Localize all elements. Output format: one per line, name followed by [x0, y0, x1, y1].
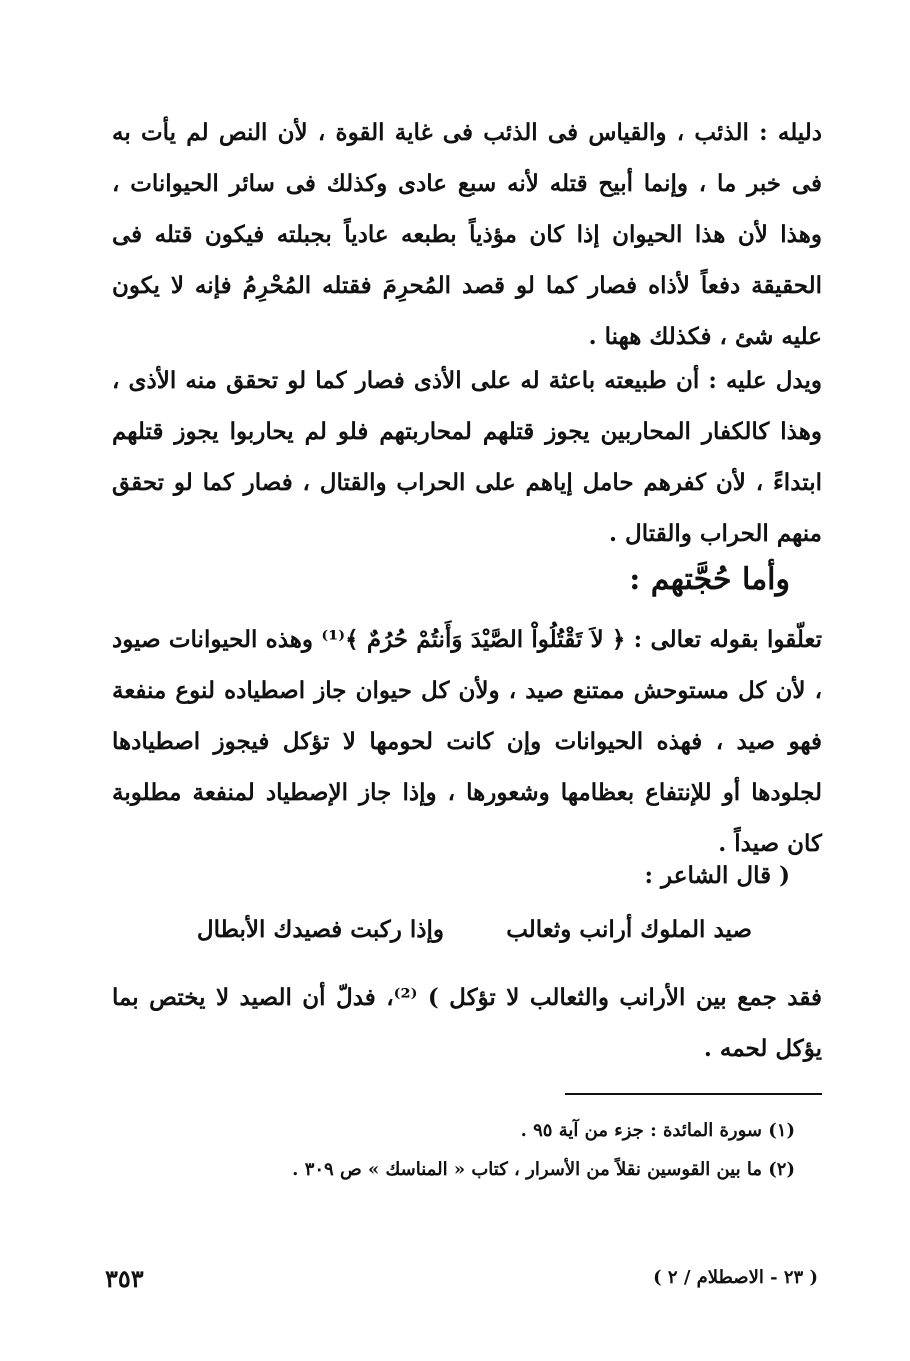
verse-second-hemistich: وإذا ركبت فصيدك الأبطال — [196, 916, 444, 943]
paragraph-evidence-wolf: دليله : الذئب ، والقياس فى الذئب فى غاية القوة ، لأن النص لم يأت به فى خبر ما ، وإنما أبيح قتله لأنه سبع عادى وكذلك فى سائر الحيوانات ، وهذا لأن هذا الحيوان إذا كان مؤذياً بطبعه عادياً بجبلته فيكون قتله فى الحقيقة دفعاً لأذاه فصار كما لو قصد المُحرِمَ فقتله المُحْرِمُ فإنه لا يكون عليه شئ ، فكذلك ههنا . — [112, 119, 822, 350]
printer-signature: ( ٢٣ - الاصطلام / ٢ ) — [653, 1267, 818, 1288]
footnote-divider — [565, 1093, 822, 1095]
footnote-1: (١) سورة المائدة : جزء من آية ٩٥ . — [520, 1120, 795, 1141]
poet-intro: ( قال الشاعر : — [644, 862, 790, 889]
paragraph-conclusion: فقد جمع بين الأرانب والثعالب لا تؤكل ) ⁽²⁾، فدلّ أن الصيد لا يختص بما يؤكل لحمه . — [112, 984, 822, 1062]
section-heading: وأما حُجَّتهم : — [629, 562, 790, 597]
poetry-verse — [112, 916, 822, 964]
page-number: ٣٥٣ — [105, 1264, 144, 1293]
paragraph-their-argument: تعلّقوا بقوله تعالى : ﴿ لاَ تَقْتُلُواْ الصَّيْدَ وَأَنتُمْ حُرُمٌ ﴾⁽¹⁾ وهذه الحيوانات صيود ، لأن كل مستوحش ممتنع صيد ، ولأن كل حيوان جاز اصطياده لنوع منفعة فهو صيد ، فهذه الحيوانات وإن كانت لحومها لا تؤكل فيجوز اصطيادها لجلودها أو للإنتفاع بعظامها وشعورها ، وإذا جاز الإصطياد لمنفعة مطلوبة كان صيداً . — [112, 626, 822, 857]
footnote-2: (٢) ما بين القوسين نقلاً من الأسرار ، كتاب « المناسك » ص ٣٠٩ . — [292, 1159, 795, 1180]
paragraph-nature-harm: ويدل عليه : أن طبيعته باعثة له على الأذى فصار كما لو تحقق منه الأذى ، وهذا كالكفار المحاربين يجوز قتلهم لمحاربتهم فلو لم يحاربوا يجوز قتلهم ابتداءً ، لأن كفرهم حامل إياهم على الحراب والقتال ، فصار كما لو تحقق منهم الحراب والقتال . — [112, 367, 822, 547]
verse-first-hemistich: صيد الملوك أرانب وثعالب — [506, 916, 752, 943]
